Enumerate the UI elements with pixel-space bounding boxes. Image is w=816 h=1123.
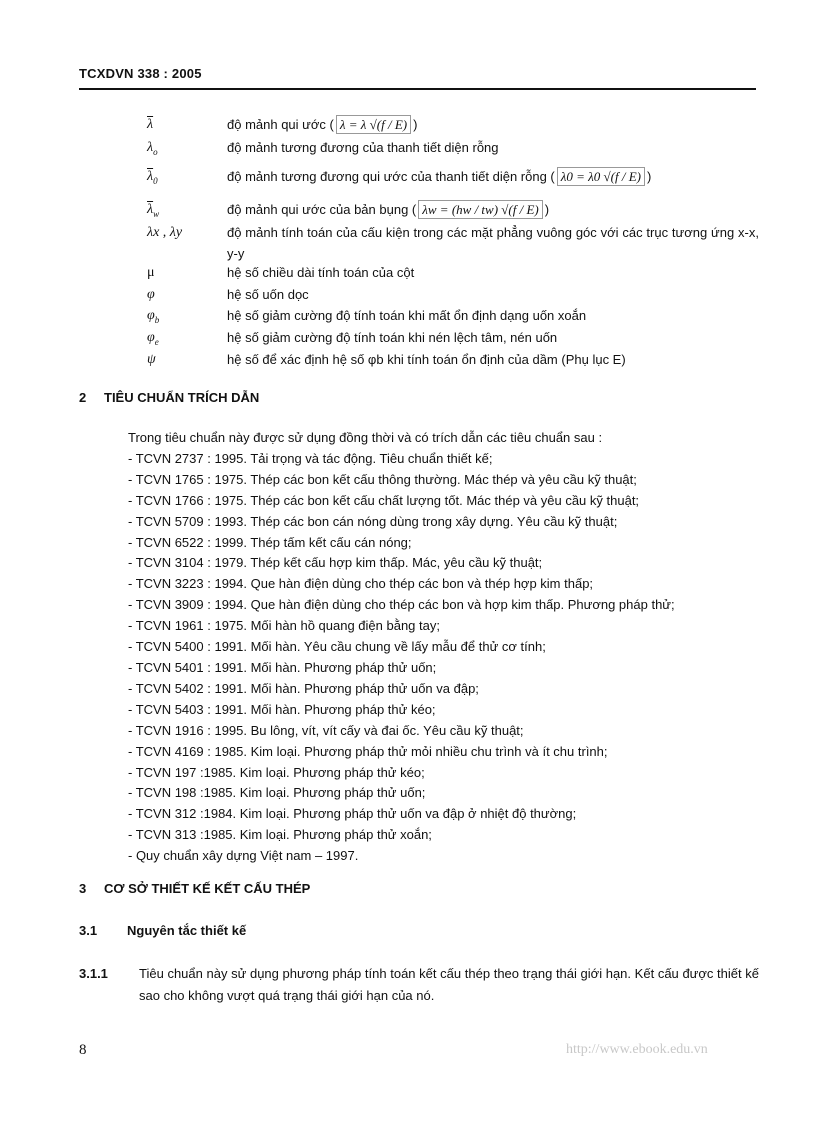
list-item: - TCVN 3223 : 1994. Que hàn điện dùng cho thép các bon và thép hợp kim thấp; (128, 576, 594, 592)
symbol: $\overline{\lambda}$ (147, 117, 154, 132)
list-item: - TCVN 1765 : 1975. Thép các bon kết cấu thông thường. Mác thép và yêu cầu kỹ thuật; (128, 471, 637, 487)
list-item: - TCVN 198 :1985. Kim loại. Phương pháp thử uốn; (128, 785, 426, 801)
document-header: TCXDVN 338 : 2005 (79, 66, 202, 81)
watermark-url: http://www.ebook.edu.vn (566, 1042, 708, 1057)
symbol: φ (147, 287, 155, 302)
paragraph-number: 3.1.1 (79, 966, 108, 981)
paragraph-3-1-1: Tiêu chuẩn này sử dụng phương pháp tính toán kết cấu thép theo trạng thái giới hạn. Kết cấu được thiết kế sao cho không vượt quá trạng thái giới hạn của nó. (139, 966, 759, 1003)
list-item: - TCVN 6522 : 1999. Thép tấm kết cấu cán nóng; (128, 534, 412, 550)
list-item: - TCVN 3104 : 1979. Thép kết cấu hợp kim thấp. Mác, yêu cầu kỹ thuật; (128, 555, 543, 571)
list-item: - TCVN 5400 : 1991. Mối hàn. Yêu cầu chung về lấy mẫu để thử cơ tính; (128, 639, 546, 655)
page-number: 8 (79, 1042, 87, 1058)
symbol-definition: hệ số giảm cường độ tính toán khi mất ổn định dạng uốn xoắn (227, 308, 587, 323)
list-item: - TCVN 5709 : 1993. Thép các bon cán nóng dùng trong xây dựng. Yêu cầu kỹ thuật; (128, 513, 618, 529)
header-divider (79, 88, 756, 90)
symbol: ψ (147, 352, 156, 367)
symbol-definition: hệ số để xác định hệ số φb khi tính toán ổn định của dầm (Phụ lục E) (227, 352, 626, 367)
symbol: $\varphi_e$ (147, 330, 159, 347)
list-item: - TCVN 1961 : 1975. Mối hàn hồ quang điện bằng tay; (128, 618, 440, 634)
list-item: - TCVN 197 :1985. Kim loại. Phương pháp thử kéo; (128, 764, 425, 780)
list-item: - TCVN 1916 : 1995. Bu lông, vít, vít cấy và đai ốc. Yêu cầu kỹ thuật; (128, 722, 524, 738)
list-item: - TCVN 2737 : 1995. Tải trọng và tác động. Tiêu chuẩn thiết kế; (128, 450, 493, 466)
symbol: $\varphi_b$ (147, 308, 160, 325)
section-3-1-heading: 3.1 Nguyên tắc thiết kế (79, 923, 247, 938)
list-item: - TCVN 4169 : 1985. Kim loại. Phương pháp thử mỏi nhiều chu trình và ít chu trình; (128, 743, 608, 759)
list-item: - TCVN 5403 : 1991. Mối hàn. Phương pháp thử kéo; (128, 701, 436, 717)
symbol: $\overline{\lambda}_0$ (147, 169, 158, 186)
symbol-definition: độ mảnh qui ước ( λ = λ √(f / E) ) (227, 117, 418, 132)
symbol-definition: độ mảnh qui ước của bản bụng ( λw = (hw / tw) √(f / E) ) (227, 202, 550, 217)
list-item: - TCVN 1766 : 1975. Thép các bon kết cấu chất lượng tốt. Mác thép và yêu cầu kỹ thuật; (128, 492, 640, 508)
symbol: λx , λy (147, 225, 183, 240)
section-3-heading: 3 CƠ SỞ THIẾT KẾ KẾT CẤU THÉP (79, 881, 311, 896)
symbol: μ (147, 265, 155, 280)
symbol-definition: độ mảnh tương đương qui ước của thanh tiết diện rỗng ( λ0 = λ0 √(f / E) ) (227, 169, 652, 184)
list-item: - TCVN 312 :1984. Kim loại. Phương pháp thử uốn va đập ở nhiệt độ thường; (128, 806, 577, 822)
section-2-heading: 2 TIÊU CHUẨN TRÍCH DẪN (79, 390, 260, 405)
symbol-definition: độ mảnh tương đương của thanh tiết diện rỗng (227, 140, 499, 155)
formula: λw = (hw / tw) √(f / E) (418, 200, 543, 219)
formula: λ0 = λ0 √(f / E) (557, 167, 645, 186)
list-item: - TCVN 3909 : 1994. Que hàn điện dùng cho thép các bon và hợp kim thấp. Phương pháp thử; (128, 597, 675, 613)
symbol-definition: hệ số uốn dọc (227, 287, 309, 302)
symbol: $\overline{\lambda}_w$ (147, 202, 160, 219)
list-item: - TCVN 5402 : 1991. Mối hàn. Phương pháp thử uốn va đập; (128, 680, 479, 696)
list-item: - TCVN 313 :1985. Kim loại. Phương pháp thử xoắn; (128, 827, 432, 843)
symbol: $\lambda_o$ (147, 140, 158, 157)
reference-list (128, 428, 760, 867)
symbol-definition: hệ số chiều dài tính toán của cột (227, 265, 415, 280)
intro-text: Trong tiêu chuẩn này được sử dụng đồng thời và có trích dẫn các tiêu chuẩn sau : (128, 430, 603, 445)
symbol-definition: hệ số giảm cường độ tính toán khi nén lệch tâm, nén uốn (227, 330, 558, 345)
symbol-definition: độ mảnh tính toán của cấu kiện trong các mặt phẳng vuông góc với các trục tương ứng x-x, y-y (227, 225, 759, 261)
formula: λ = λ √(f / E) (336, 115, 411, 134)
list-item: - Quy chuẩn xây dựng Việt nam – 1997. (128, 848, 359, 864)
list-item: - TCVN 5401 : 1991. Mối hàn. Phương pháp thử uốn; (128, 659, 437, 675)
